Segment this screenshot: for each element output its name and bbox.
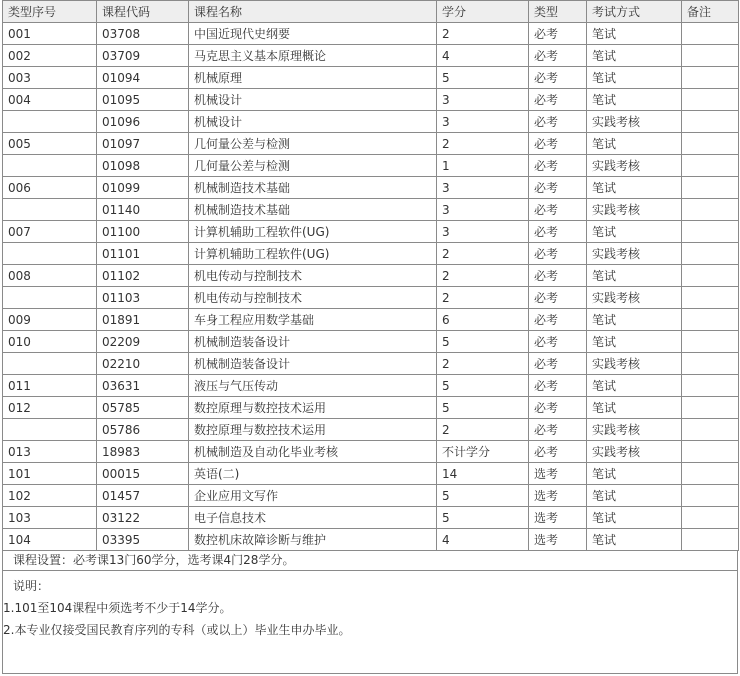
cell-course-name: 中国近现代史纲要 bbox=[189, 23, 437, 45]
cell-type: 必考 bbox=[529, 133, 587, 155]
cell-credits: 5 bbox=[437, 67, 529, 89]
cell-remarks bbox=[682, 463, 739, 485]
cell-category-no: 002 bbox=[3, 45, 97, 67]
cell-category-no: 003 bbox=[3, 67, 97, 89]
cell-type: 必考 bbox=[529, 331, 587, 353]
cell-course-code: 01103 bbox=[97, 287, 189, 309]
cell-remarks bbox=[682, 45, 739, 67]
table-row bbox=[3, 419, 739, 441]
column-header-type: 类型 bbox=[529, 1, 587, 23]
column-header-course-code: 课程代码 bbox=[97, 1, 189, 23]
cell-type: 必考 bbox=[529, 155, 587, 177]
cell-course-name: 机械制造技术基础 bbox=[189, 199, 437, 221]
cell-category-no: 006 bbox=[3, 177, 97, 199]
cell-type: 必考 bbox=[529, 89, 587, 111]
cell-category-no: 009 bbox=[3, 309, 97, 331]
cell-credits: 2 bbox=[437, 133, 529, 155]
table-row bbox=[3, 353, 739, 375]
cell-exam-method: 笔试 bbox=[587, 177, 682, 199]
table-row bbox=[3, 23, 739, 45]
cell-course-name: 计算机辅助工程软件(UG) bbox=[189, 221, 437, 243]
cell-course-name: 车身工程应用数学基础 bbox=[189, 309, 437, 331]
cell-remarks bbox=[682, 529, 739, 551]
note-1: 1.101至104课程中须选考不少于14学分。 bbox=[3, 601, 232, 615]
table-row bbox=[3, 265, 739, 287]
cell-credits: 2 bbox=[437, 23, 529, 45]
cell-credits: 4 bbox=[437, 45, 529, 67]
cell-exam-method: 实践考核 bbox=[587, 199, 682, 221]
cell-remarks bbox=[682, 243, 739, 265]
cell-type: 必考 bbox=[529, 45, 587, 67]
cell-exam-method: 笔试 bbox=[587, 463, 682, 485]
cell-remarks bbox=[682, 485, 739, 507]
cell-exam-method: 笔试 bbox=[587, 331, 682, 353]
table-row bbox=[3, 221, 739, 243]
table-row bbox=[3, 485, 739, 507]
cell-category-no: 012 bbox=[3, 397, 97, 419]
table-row bbox=[3, 133, 739, 155]
cell-type: 必考 bbox=[529, 177, 587, 199]
cell-course-name: 几何量公差与检测 bbox=[189, 133, 437, 155]
cell-category-no bbox=[3, 155, 97, 177]
table-row bbox=[3, 375, 739, 397]
cell-course-code: 01140 bbox=[97, 199, 189, 221]
cell-course-name: 企业应用文写作 bbox=[189, 485, 437, 507]
cell-type: 必考 bbox=[529, 419, 587, 441]
cell-credits: 5 bbox=[437, 507, 529, 529]
cell-exam-method: 笔试 bbox=[587, 221, 682, 243]
cell-remarks bbox=[682, 397, 739, 419]
cell-credits: 2 bbox=[437, 243, 529, 265]
cell-type: 必考 bbox=[529, 67, 587, 89]
notes-title: 说明： bbox=[13, 579, 50, 593]
cell-course-code: 01097 bbox=[97, 133, 189, 155]
note-2: 2.本专业仅接受国民教育序列的专科（或以上）毕业生申办毕业。 bbox=[3, 623, 351, 637]
cell-category-no: 101 bbox=[3, 463, 97, 485]
cell-category-no: 008 bbox=[3, 265, 97, 287]
column-header-exam-method: 考试方式 bbox=[587, 1, 682, 23]
cell-category-no bbox=[3, 111, 97, 133]
cell-remarks bbox=[682, 375, 739, 397]
column-header-credits: 学分 bbox=[437, 1, 529, 23]
cell-remarks bbox=[682, 287, 739, 309]
cell-course-code: 02210 bbox=[97, 353, 189, 375]
cell-category-no bbox=[3, 353, 97, 375]
cell-category-no: 011 bbox=[3, 375, 97, 397]
cell-course-name: 机械制造技术基础 bbox=[189, 177, 437, 199]
table-row bbox=[3, 309, 739, 331]
cell-exam-method: 实践考核 bbox=[587, 441, 682, 463]
cell-category-no: 010 bbox=[3, 331, 97, 353]
cell-remarks bbox=[682, 309, 739, 331]
cell-credits: 2 bbox=[437, 353, 529, 375]
cell-exam-method: 笔试 bbox=[587, 265, 682, 287]
cell-credits: 5 bbox=[437, 485, 529, 507]
cell-remarks bbox=[682, 177, 739, 199]
cell-remarks bbox=[682, 199, 739, 221]
cell-credits: 3 bbox=[437, 177, 529, 199]
cell-credits: 14 bbox=[437, 463, 529, 485]
cell-type: 必考 bbox=[529, 111, 587, 133]
cell-type: 选考 bbox=[529, 463, 587, 485]
cell-type: 选考 bbox=[529, 507, 587, 529]
table-row bbox=[3, 441, 739, 463]
cell-type: 必考 bbox=[529, 309, 587, 331]
course-setting-summary: 课程设置：必考课13门60学分，选考课4门28学分。 bbox=[2, 550, 738, 571]
cell-exam-method: 笔试 bbox=[587, 67, 682, 89]
cell-credits: 2 bbox=[437, 265, 529, 287]
cell-remarks bbox=[682, 265, 739, 287]
cell-credits: 6 bbox=[437, 309, 529, 331]
cell-type: 选考 bbox=[529, 529, 587, 551]
cell-exam-method: 笔试 bbox=[587, 485, 682, 507]
cell-type: 必考 bbox=[529, 375, 587, 397]
cell-course-code: 01101 bbox=[97, 243, 189, 265]
table-row bbox=[3, 177, 739, 199]
cell-exam-method: 笔试 bbox=[587, 23, 682, 45]
cell-course-code: 05785 bbox=[97, 397, 189, 419]
cell-course-code: 03708 bbox=[97, 23, 189, 45]
cell-remarks bbox=[682, 23, 739, 45]
cell-exam-method: 笔试 bbox=[587, 375, 682, 397]
cell-exam-method: 实践考核 bbox=[587, 111, 682, 133]
cell-course-name: 液压与气压传动 bbox=[189, 375, 437, 397]
cell-course-name: 机械制造及自动化毕业考核 bbox=[189, 441, 437, 463]
cell-remarks bbox=[682, 111, 739, 133]
cell-exam-method: 笔试 bbox=[587, 529, 682, 551]
table-row bbox=[3, 397, 739, 419]
cell-category-no bbox=[3, 419, 97, 441]
cell-remarks bbox=[682, 353, 739, 375]
cell-course-code: 01100 bbox=[97, 221, 189, 243]
notes-section bbox=[2, 571, 738, 674]
cell-category-no: 104 bbox=[3, 529, 97, 551]
table-header-row bbox=[3, 1, 739, 23]
cell-exam-method: 实践考核 bbox=[587, 419, 682, 441]
cell-course-code: 01096 bbox=[97, 111, 189, 133]
cell-exam-method: 笔试 bbox=[587, 45, 682, 67]
cell-type: 必考 bbox=[529, 221, 587, 243]
table-row bbox=[3, 529, 739, 551]
cell-exam-method: 实践考核 bbox=[587, 353, 682, 375]
cell-type: 必考 bbox=[529, 265, 587, 287]
cell-type: 必考 bbox=[529, 287, 587, 309]
cell-exam-method: 笔试 bbox=[587, 309, 682, 331]
cell-exam-method: 笔试 bbox=[587, 397, 682, 419]
cell-credits: 不计学分 bbox=[437, 441, 529, 463]
cell-category-no: 103 bbox=[3, 507, 97, 529]
cell-remarks bbox=[682, 419, 739, 441]
cell-credits: 3 bbox=[437, 89, 529, 111]
cell-course-name: 机电传动与控制技术 bbox=[189, 287, 437, 309]
cell-course-name: 计算机辅助工程软件(UG) bbox=[189, 243, 437, 265]
cell-course-code: 01095 bbox=[97, 89, 189, 111]
cell-remarks bbox=[682, 133, 739, 155]
cell-course-name: 数控原理与数控技术运用 bbox=[189, 419, 437, 441]
cell-type: 必考 bbox=[529, 243, 587, 265]
cell-course-code: 05786 bbox=[97, 419, 189, 441]
cell-type: 必考 bbox=[529, 441, 587, 463]
table-row bbox=[3, 199, 739, 221]
cell-credits: 2 bbox=[437, 419, 529, 441]
cell-exam-method: 笔试 bbox=[587, 507, 682, 529]
cell-course-code: 03395 bbox=[97, 529, 189, 551]
cell-course-name: 数控机床故障诊断与维护 bbox=[189, 529, 437, 551]
cell-exam-method: 实践考核 bbox=[587, 155, 682, 177]
curriculum-table bbox=[2, 0, 739, 551]
cell-category-no bbox=[3, 287, 97, 309]
cell-course-name: 马克思主义基本原理概论 bbox=[189, 45, 437, 67]
table-footer bbox=[2, 550, 738, 674]
cell-type: 必考 bbox=[529, 353, 587, 375]
cell-credits: 1 bbox=[437, 155, 529, 177]
cell-remarks bbox=[682, 67, 739, 89]
cell-course-name: 机电传动与控制技术 bbox=[189, 265, 437, 287]
cell-category-no: 004 bbox=[3, 89, 97, 111]
cell-credits: 3 bbox=[437, 199, 529, 221]
cell-remarks bbox=[682, 221, 739, 243]
table-row bbox=[3, 463, 739, 485]
cell-course-code: 02209 bbox=[97, 331, 189, 353]
cell-category-no: 007 bbox=[3, 221, 97, 243]
cell-category-no: 001 bbox=[3, 23, 97, 45]
cell-course-name: 机械原理 bbox=[189, 67, 437, 89]
cell-remarks bbox=[682, 441, 739, 463]
cell-course-name: 机械设计 bbox=[189, 89, 437, 111]
cell-course-code: 18983 bbox=[97, 441, 189, 463]
cell-credits: 5 bbox=[437, 397, 529, 419]
cell-exam-method: 笔试 bbox=[587, 133, 682, 155]
cell-course-name: 电子信息技术 bbox=[189, 507, 437, 529]
cell-course-code: 03122 bbox=[97, 507, 189, 529]
table-row bbox=[3, 111, 739, 133]
cell-exam-method: 实践考核 bbox=[587, 287, 682, 309]
cell-course-code: 03709 bbox=[97, 45, 189, 67]
cell-credits: 5 bbox=[437, 331, 529, 353]
cell-course-name: 机械设计 bbox=[189, 111, 437, 133]
cell-course-name: 英语(二) bbox=[189, 463, 437, 485]
column-header-course-name: 课程名称 bbox=[189, 1, 437, 23]
cell-category-no bbox=[3, 243, 97, 265]
cell-course-code: 01094 bbox=[97, 67, 189, 89]
cell-category-no: 013 bbox=[3, 441, 97, 463]
cell-course-code: 01891 bbox=[97, 309, 189, 331]
cell-course-code: 01099 bbox=[97, 177, 189, 199]
table-row bbox=[3, 67, 739, 89]
cell-remarks bbox=[682, 89, 739, 111]
cell-type: 选考 bbox=[529, 485, 587, 507]
table-row bbox=[3, 89, 739, 111]
cell-course-name: 数控原理与数控技术运用 bbox=[189, 397, 437, 419]
cell-course-code: 01098 bbox=[97, 155, 189, 177]
cell-category-no bbox=[3, 199, 97, 221]
cell-type: 必考 bbox=[529, 397, 587, 419]
cell-credits: 2 bbox=[437, 287, 529, 309]
cell-course-code: 00015 bbox=[97, 463, 189, 485]
cell-remarks bbox=[682, 507, 739, 529]
table-row bbox=[3, 287, 739, 309]
cell-course-code: 03631 bbox=[97, 375, 189, 397]
table-row bbox=[3, 507, 739, 529]
cell-credits: 3 bbox=[437, 221, 529, 243]
table-row bbox=[3, 155, 739, 177]
cell-type: 必考 bbox=[529, 199, 587, 221]
cell-type: 必考 bbox=[529, 23, 587, 45]
cell-exam-method: 笔试 bbox=[587, 89, 682, 111]
cell-exam-method: 实践考核 bbox=[587, 243, 682, 265]
cell-remarks bbox=[682, 331, 739, 353]
column-header-remarks: 备注 bbox=[682, 1, 739, 23]
cell-course-name: 几何量公差与检测 bbox=[189, 155, 437, 177]
cell-credits: 4 bbox=[437, 529, 529, 551]
cell-credits: 5 bbox=[437, 375, 529, 397]
cell-course-code: 01102 bbox=[97, 265, 189, 287]
cell-category-no: 102 bbox=[3, 485, 97, 507]
cell-course-name: 机械制造装备设计 bbox=[189, 353, 437, 375]
cell-remarks bbox=[682, 155, 739, 177]
cell-course-code: 01457 bbox=[97, 485, 189, 507]
column-header-category-no: 类型序号 bbox=[3, 1, 97, 23]
table-row bbox=[3, 243, 739, 265]
cell-credits: 3 bbox=[437, 111, 529, 133]
table-row bbox=[3, 45, 739, 67]
table-row bbox=[3, 331, 739, 353]
cell-course-name: 机械制造装备设计 bbox=[189, 331, 437, 353]
cell-category-no: 005 bbox=[3, 133, 97, 155]
